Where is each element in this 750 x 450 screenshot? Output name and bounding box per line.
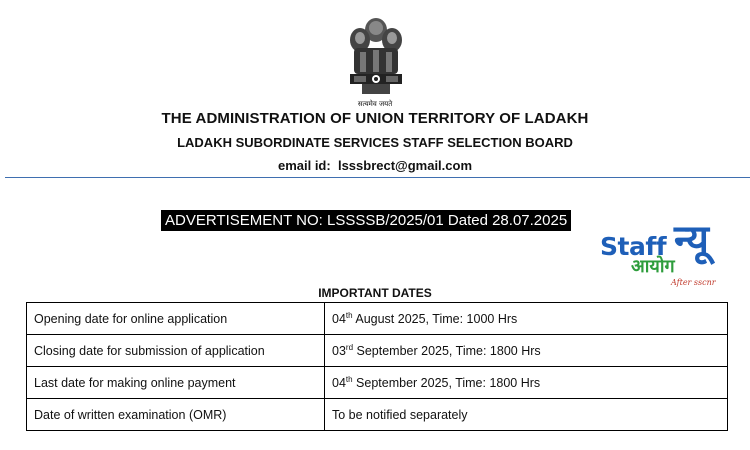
watermark-after: After sscnr [671, 278, 716, 287]
value-suffix: th [345, 374, 353, 384]
table-row [27, 367, 728, 399]
emblem-motto: सत्यमेव जयते [357, 100, 393, 108]
value-day: 03 [332, 344, 346, 359]
table-row [27, 303, 728, 335]
lion-capital-icon [340, 14, 412, 112]
value-day: 04 [332, 376, 346, 391]
value-rest: September 2025, Time: 1800 Hrs [352, 376, 541, 391]
watermark-aayog: आयोग [631, 256, 675, 277]
table-row [27, 399, 728, 431]
value-rest: September 2025, Time: 1800 Hrs [353, 344, 541, 359]
row-value: To be notified separately [325, 399, 728, 431]
value-day: 04 [332, 312, 346, 327]
staff-nyu-aayog-watermark [598, 217, 744, 290]
email-label: email id: [277, 158, 331, 173]
page-title: THE ADMINISTRATION OF UNION TERRITORY OF LADAKH [161, 110, 589, 127]
row-label: Date of written examination (OMR) [27, 399, 325, 431]
national-emblem [340, 14, 412, 112]
row-value [325, 335, 728, 367]
watermark-nyu: न्यू [674, 217, 709, 263]
email-line [0, 158, 750, 173]
advertisement-number: ADVERTISEMENT NO: LSSSSB/2025/01 Dated 28.07.2025 [161, 210, 571, 231]
row-value [325, 303, 728, 335]
table-row [27, 335, 728, 367]
email-address: lsssbrect@gmail.com [337, 158, 473, 173]
important-dates-table [26, 302, 728, 431]
row-value [325, 367, 728, 399]
row-label: Closing date for submission of application [27, 335, 325, 367]
important-dates-heading: IMPORTANT DATES [318, 286, 432, 300]
header-divider [5, 177, 750, 178]
row-label: Opening date for online application [27, 303, 325, 335]
value-suffix: th [345, 310, 353, 320]
row-label: Last date for making online payment [27, 367, 325, 399]
value-suffix: rd [345, 342, 354, 352]
watermark-staff: Staff [600, 232, 667, 261]
board-name: LADAKH SUBORDINATE SERVICES STAFF SELECTION BOARD [177, 135, 573, 150]
value-rest: August 2025, Time: 1000 Hrs [352, 312, 518, 327]
